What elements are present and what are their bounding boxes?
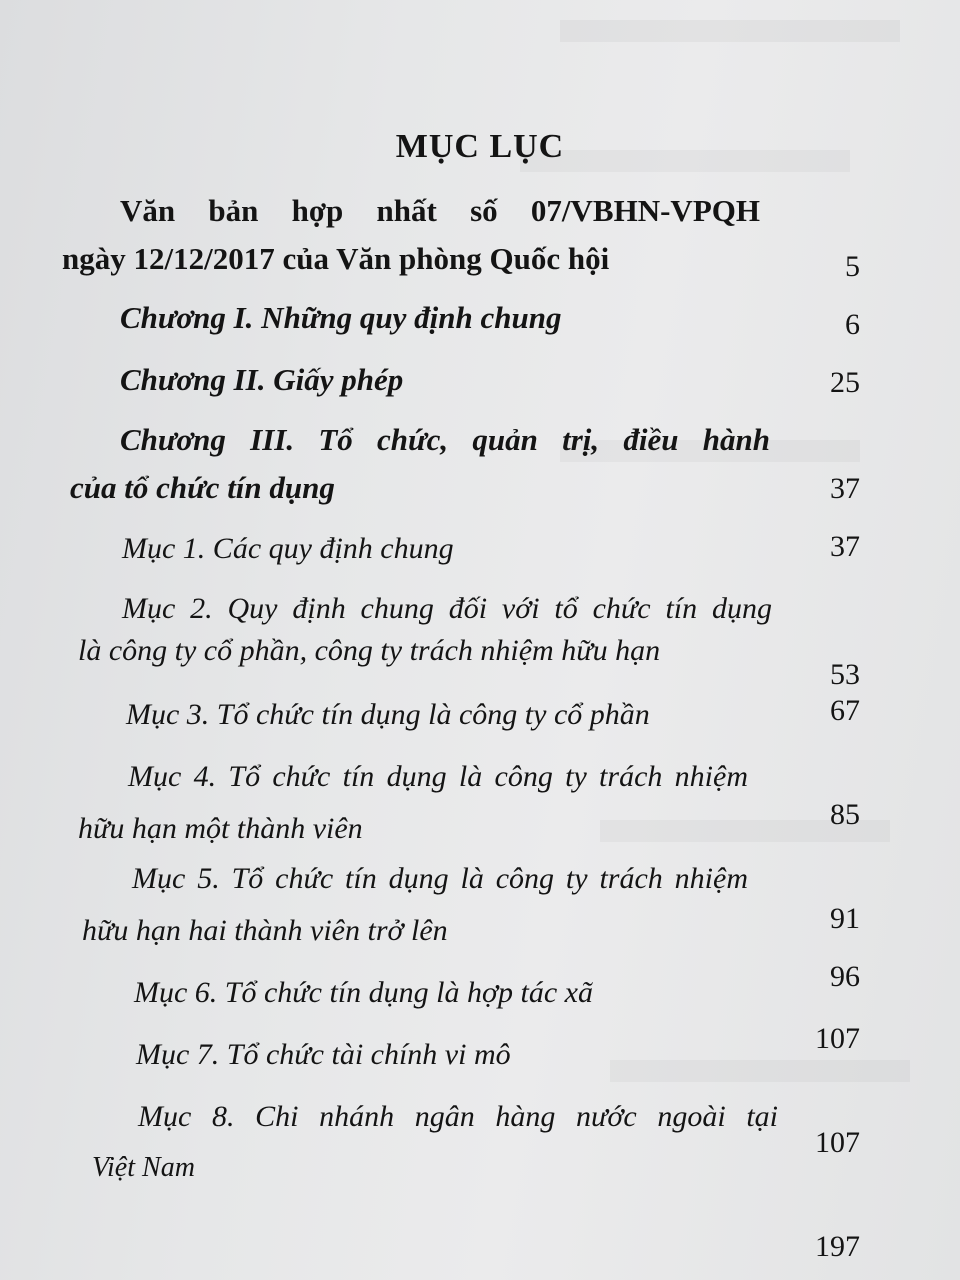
toc-heading-page: 5: [845, 250, 860, 283]
toc-entry-section-4-line-1: Mục 4. Tổ chức tín dụng là công ty trách nhiệm: [128, 760, 748, 793]
toc-entry-section-2-line-1: Mục 2. Quy định chung đối với tổ chức tín dụng: [122, 592, 772, 625]
toc-entry-section-7: Mục 7. Tổ chức tài chính vi mô: [136, 1038, 511, 1071]
toc-entry-chapter-3-line-2: của tổ chức tín dụng: [70, 470, 335, 505]
toc-entry-page: 37: [830, 472, 860, 505]
toc-entry-section-8-line-1: Mục 8. Chi nhánh ngân hàng nước ngoài tại: [138, 1100, 778, 1133]
toc-entry-section-3: Mục 3. Tổ chức tín dụng là công ty cổ phần: [126, 698, 650, 731]
toc-entry-chapter-3-line-1: Chương III. Tổ chức, quản trị, điều hành: [120, 422, 770, 457]
toc-entry-section-1: Mục 1. Các quy định chung: [122, 532, 454, 565]
toc-entry-section-5-line-1: Mục 5. Tổ chức tín dụng là công ty trách nhiệm: [132, 862, 748, 895]
footer-page-number: 197: [815, 1230, 860, 1263]
toc-heading-line-2: ngày 12/12/2017 của Văn phòng Quốc hội: [62, 241, 610, 276]
toc-entry-page: 67: [830, 694, 860, 727]
toc-entry-section-2-line-2: là công ty cổ phần, công ty trách nhiệm hữu hạn: [78, 634, 661, 667]
toc-entry-section-5-line-2: hữu hạn hai thành viên trở lên: [82, 914, 448, 947]
toc-entry-section-4-line-2: hữu hạn một thành viên: [78, 812, 363, 845]
show-through-shadow: [560, 20, 900, 42]
toc-heading-line-1: Văn bản hợp nhất số 07/VBHN-VPQH: [120, 193, 760, 228]
toc-title: MỤC LỤC: [395, 128, 565, 165]
toc-entry-chapter-1: Chương I. Những quy định chung: [120, 300, 562, 335]
toc-entry-page: 85: [830, 798, 860, 831]
toc-entry-page: 107: [815, 1022, 860, 1055]
toc-entry-page: 25: [830, 366, 860, 399]
toc-entry-page: 37: [830, 530, 860, 563]
toc-entry-page: 107: [815, 1126, 860, 1159]
toc-entry-page: 96: [830, 960, 860, 993]
toc-entry-chapter-2: Chương II. Giấy phép: [120, 362, 404, 397]
show-through-shadow: [610, 1060, 910, 1082]
toc-entry-section-8-line-2: Việt Nam: [92, 1152, 195, 1183]
toc-entry-page: 91: [830, 902, 860, 935]
toc-entry-section-6: Mục 6. Tổ chức tín dụng là hợp tác xã: [134, 976, 593, 1009]
toc-entry-page: 53: [830, 658, 860, 691]
toc-entry-page: 6: [845, 308, 860, 341]
